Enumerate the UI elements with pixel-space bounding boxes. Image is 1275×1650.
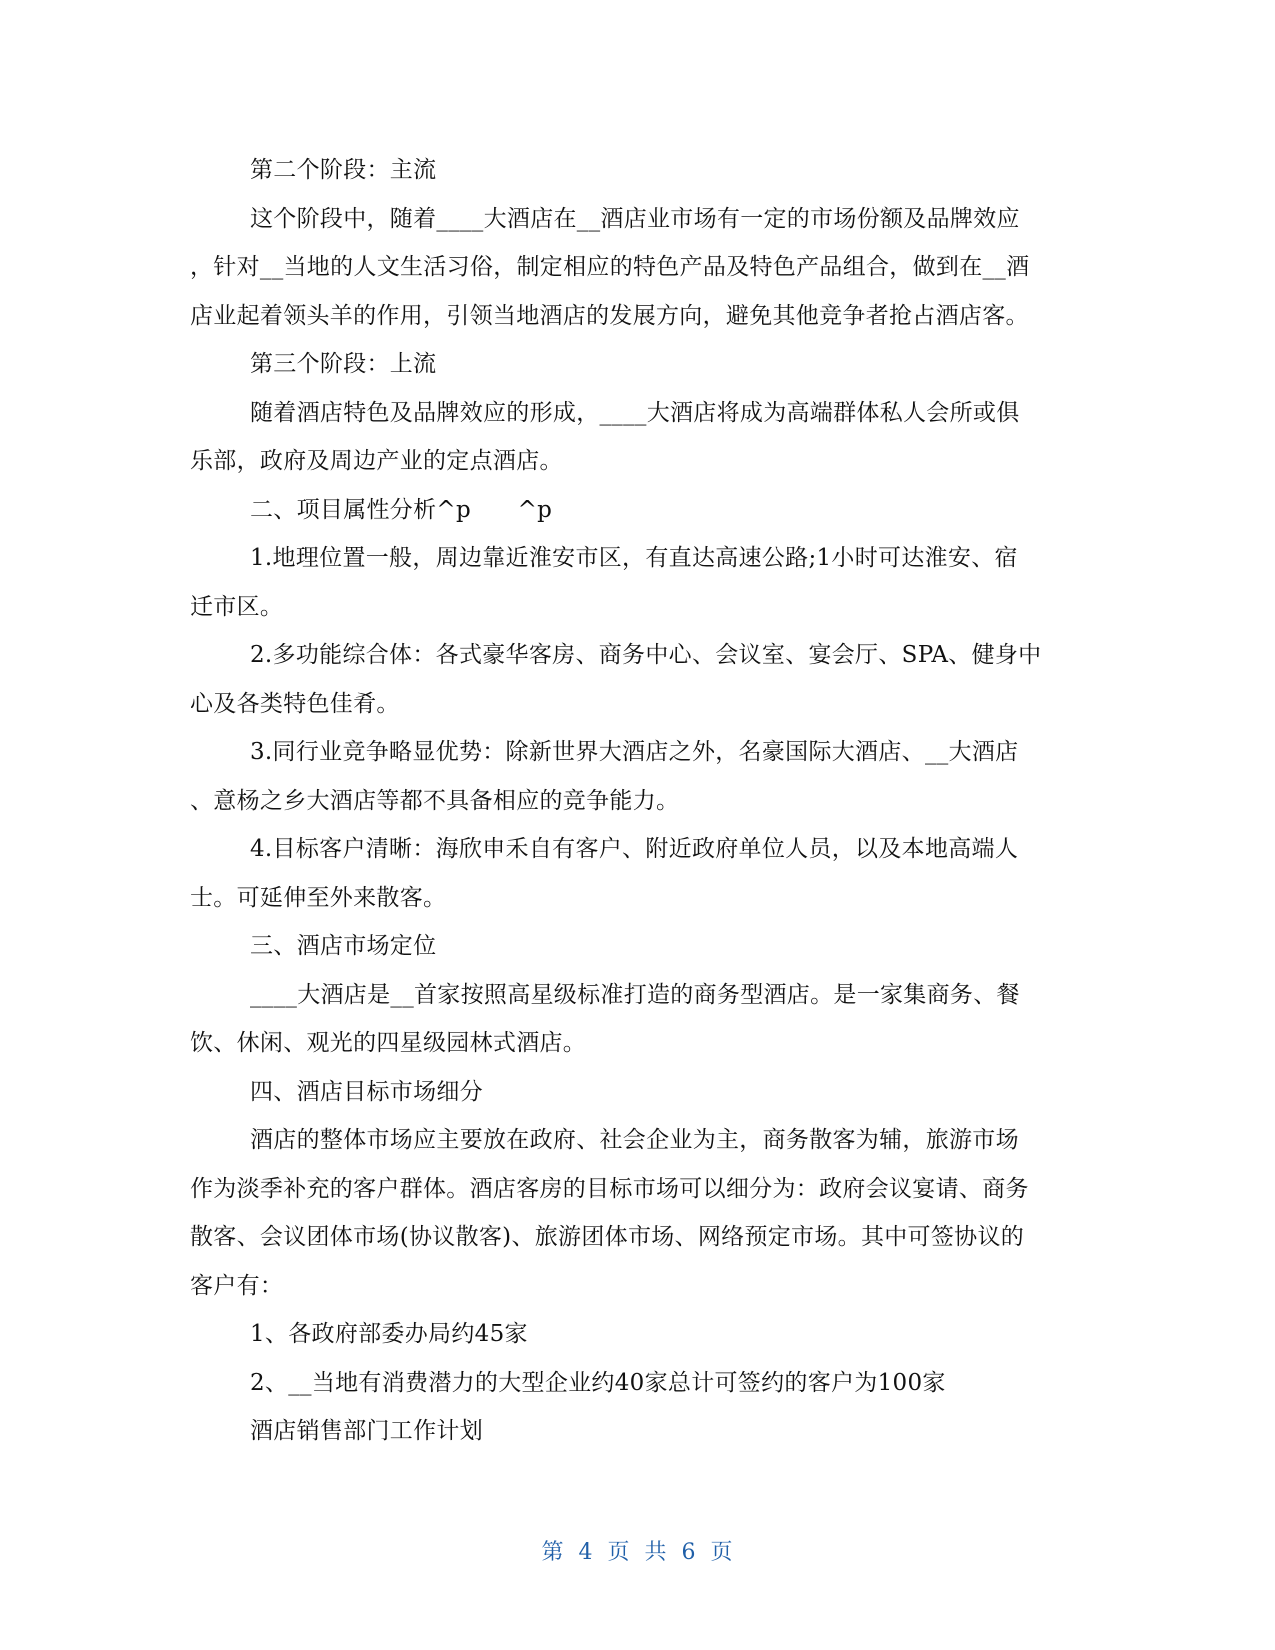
- text-line: 店业起着领头羊的作用，引领当地酒店的发展方向，避免其他竞争者抢占酒店客。: [190, 302, 1029, 329]
- text-line: 随着酒店特色及品牌效应的形成，____大酒店将成为高端群体私人会所或俱: [250, 399, 1020, 426]
- section-heading: 二、项目属性分析^p ^p: [250, 496, 553, 523]
- text-line: 迁市区。: [190, 593, 284, 620]
- section-heading: 四、酒店目标市场细分: [250, 1078, 483, 1105]
- section-heading: 三、酒店市场定位: [250, 933, 437, 959]
- text-line: 酒店的整体市场应主要放在政府、社会企业为主，商务散客为辅，旅游市场: [250, 1127, 1019, 1153]
- text-line: 4.目标客户清晰：海欣申禾自有客户、附近政府单位人员，以及本地高端人: [250, 836, 1019, 862]
- page-number-footer: 第 4 页 共 6 页: [541, 1540, 734, 1565]
- text-line: 作为淡季补充的客户群体。酒店客房的目标市场可以细分为：政府会议宴请、商务: [190, 1175, 1029, 1202]
- text-line: ____大酒店是__首家按照高星级标准打造的商务型酒店。是一家集商务、餐: [250, 981, 1020, 1008]
- text-line: ，针对__当地的人文生活习俗，制定相应的特色产品及特色产品组合，做到在__酒: [190, 254, 1030, 280]
- text-line: 散客、会议团体市场(协议散客)、旅游团体市场、网络预定市场。其中可签协议的: [190, 1224, 1025, 1250]
- text-line: 1.地理位置一般，周边靠近淮安市区，有直达高速公路;1小时可达淮安、宿: [250, 545, 1018, 571]
- text-line: 第二个阶段：主流: [250, 157, 437, 183]
- text-line: 2.多功能综合体：各式豪华客房、商务中心、会议室、宴会厅、SPA、健身中: [250, 642, 1042, 668]
- text-line: 心及各类特色佳肴。: [190, 690, 400, 717]
- section-heading: 酒店销售部门工作计划: [250, 1418, 483, 1444]
- text-line: 客户有：: [190, 1272, 284, 1299]
- text-line: 3.同行业竞争略显优势：除新世界大酒店之外，名豪国际大酒店、__大酒店: [250, 739, 1019, 765]
- list-item: 1、各政府部委办局约45家: [250, 1321, 528, 1347]
- text-line: 、意杨之乡大酒店等都不具备相应的竞争能力。: [190, 787, 680, 814]
- document-body: [190, 146, 1090, 1456]
- text-line: 第三个阶段：上流: [250, 351, 437, 377]
- text-line: 这个阶段中，随着____大酒店在__酒店业市场有一定的市场份额及品牌效应: [250, 205, 1020, 232]
- list-item: 2、__当地有消费潜力的大型企业约40家总计可签约的客户为100家: [250, 1369, 946, 1396]
- text-line: 饮、休闲、观光的四星级园林式酒店。: [190, 1030, 587, 1056]
- text-line: 士。可延伸至外来散客。: [190, 884, 447, 911]
- text-line: 乐部，政府及周边产业的定点酒店。: [190, 448, 563, 474]
